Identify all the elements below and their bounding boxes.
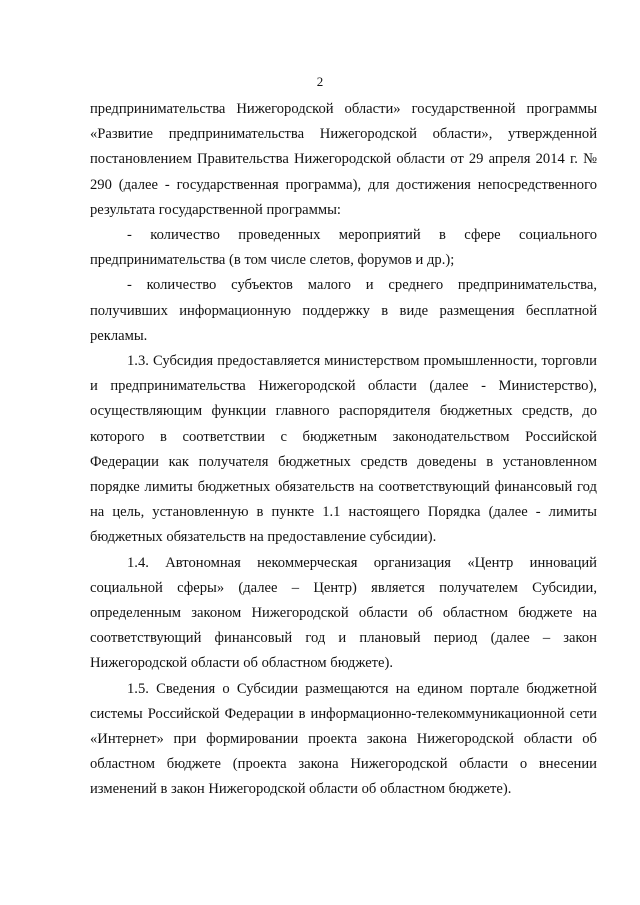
paragraph-1-5: 1.5. Сведения о Субсидии размещаются на едином портале бюджетной системы Российской Федерации в информационно-телекоммуникационной сети «Интернет» при формировании проекта закона Нижегородской области об областном бюджете (проекта закона Нижегородской области о внесении изменений в закон Нижегородской области об областном бюджете). xyxy=(90,680,597,798)
page-number: 2 xyxy=(316,74,324,89)
list-item-subjects-count: - количество субъектов малого и среднего предпринимательства, получивших информационную поддержку в виде размещения бесплатной рекламы. xyxy=(90,277,597,344)
paragraph-1-3: 1.3. Субсидия предоставляется министерством промышленности, торговли и предпринимательства Нижегородской области (далее - Министерство), осуществляющим функции главного распорядителя бюджетных средств, до которого в соответствии с бюджетным законодательством Российской Федерации как получателя бюджетных средств доведены в установленном порядке лимиты бюджетных обязательств на соответствующий финансовый год на цель, установленную в пункте 1.1 настоящего Порядка (далее - лимиты бюджетных обязательств на предоставление субсидии). xyxy=(90,353,597,546)
paragraph-continuation: предпринимательства Нижегородской области» государственной программы «Развитие предпринимательства Нижегородской области», утвержденной постановлением Правительства Нижегородской области от 29 апреля 2014 г. № 290 (далее - государственная программа), для достижения непосредственного результата государственной программы: xyxy=(90,101,597,218)
list-item-events-count: - количество проведенных мероприятий в сфере социального предпринимательства (в том числе слетов, форумов и др.); xyxy=(90,227,597,269)
document-body xyxy=(90,97,597,803)
paragraph-1-4: 1.4. Автономная некоммерческая организация «Центр инноваций социальной сферы» (далее – Центр) является получателем Субсидии, определенным законом Нижегородской области об областном бюджете на соответствующий финансовый год и плановый период (далее – закон Нижегородской области об областном бюджете). xyxy=(90,554,597,672)
